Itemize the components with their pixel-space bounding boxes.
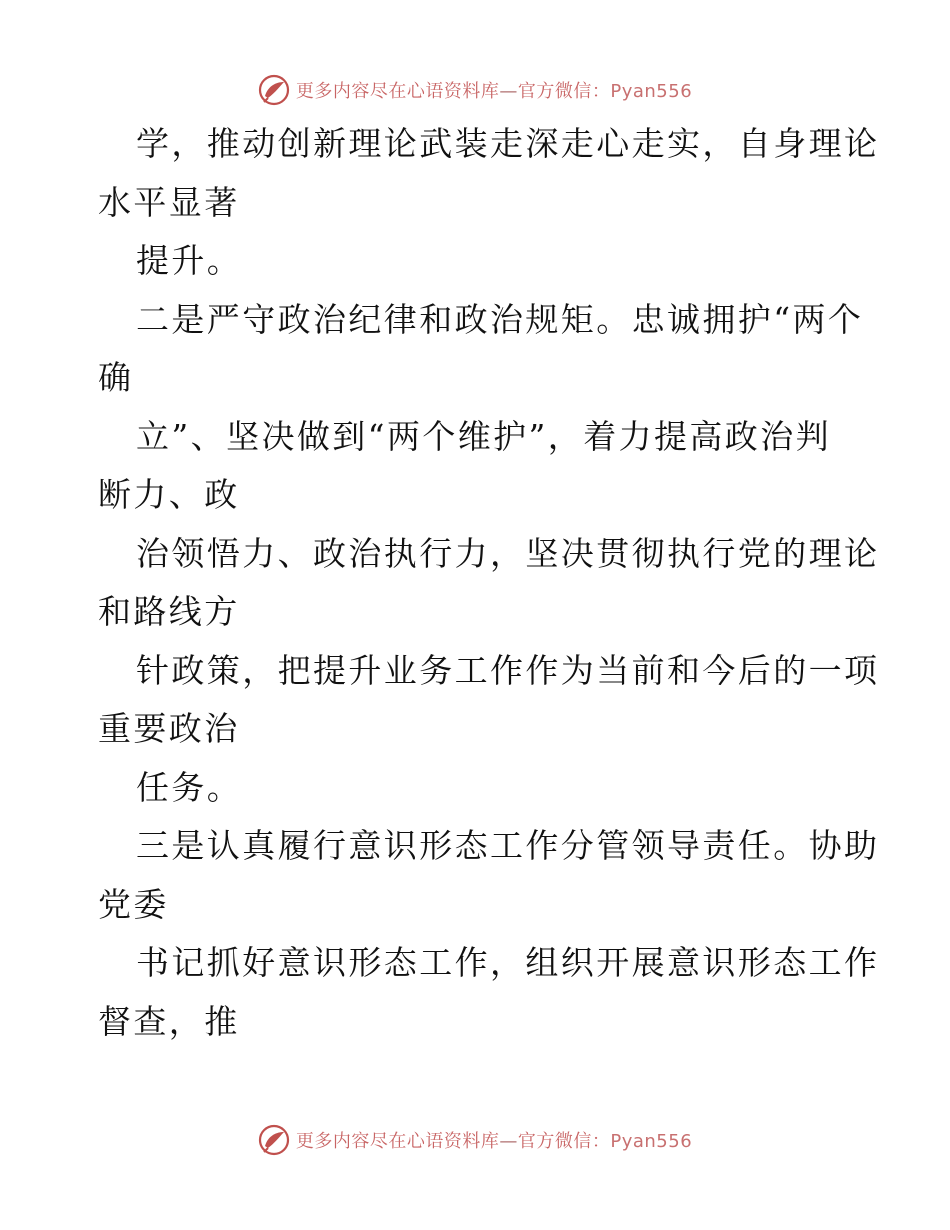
- watermark-wechat-id: Pyan556: [610, 1131, 693, 1152]
- text-line: 确: [98, 358, 134, 397]
- watermark-wechat-id: Pyan556: [610, 81, 693, 102]
- watermark-dash: —: [499, 81, 518, 102]
- text-line: 治领悟力、政治执行力，坚决贯彻执行党的理论: [136, 533, 880, 573]
- watermark-text: [296, 77, 692, 103]
- text-line: 督查，推: [98, 1001, 240, 1041]
- text-line: 提升。: [136, 241, 243, 280]
- text-line: 任务。: [136, 767, 243, 807]
- watermark-label: 官方微信：: [517, 1131, 611, 1152]
- watermark-text: [296, 1127, 692, 1153]
- watermark-site-name: 更多内容尽在心语资料库: [295, 81, 500, 102]
- text-line: 断力、政: [98, 475, 240, 514]
- text-line: 立”、坚决做到“两个维护”，着力提高政治判: [136, 416, 832, 456]
- text-line: 水平显著: [98, 182, 240, 222]
- text-line: 和路线方: [98, 592, 240, 631]
- footer-watermark: [0, 1120, 950, 1160]
- watermark-label: 官方微信：: [517, 81, 611, 102]
- text-line: 三是认真履行意识形态工作分管领导责任。协助: [136, 826, 880, 865]
- text-line: 针政策，把提升业务工作作为当前和今后的一项: [136, 650, 880, 690]
- fountain-pen-logo-icon: [258, 1124, 290, 1156]
- text-line: 重要政治: [98, 709, 240, 748]
- watermark-site-name: 更多内容尽在心语资料库: [295, 1131, 500, 1152]
- fountain-pen-logo-icon: [258, 74, 290, 106]
- watermark-dash: —: [499, 1131, 518, 1152]
- text-line: 书记抓好意识形态工作，组织开展意识形态工作: [136, 943, 880, 982]
- text-line: 党委: [98, 884, 169, 924]
- document-body: [98, 115, 880, 1051]
- text-line: 学，推动创新理论武装走深走心走实，自身理论: [136, 124, 880, 163]
- header-watermark: [0, 70, 950, 110]
- text-line: 二是严守政治纪律和政治规矩。忠诚拥护“两个: [136, 299, 864, 339]
